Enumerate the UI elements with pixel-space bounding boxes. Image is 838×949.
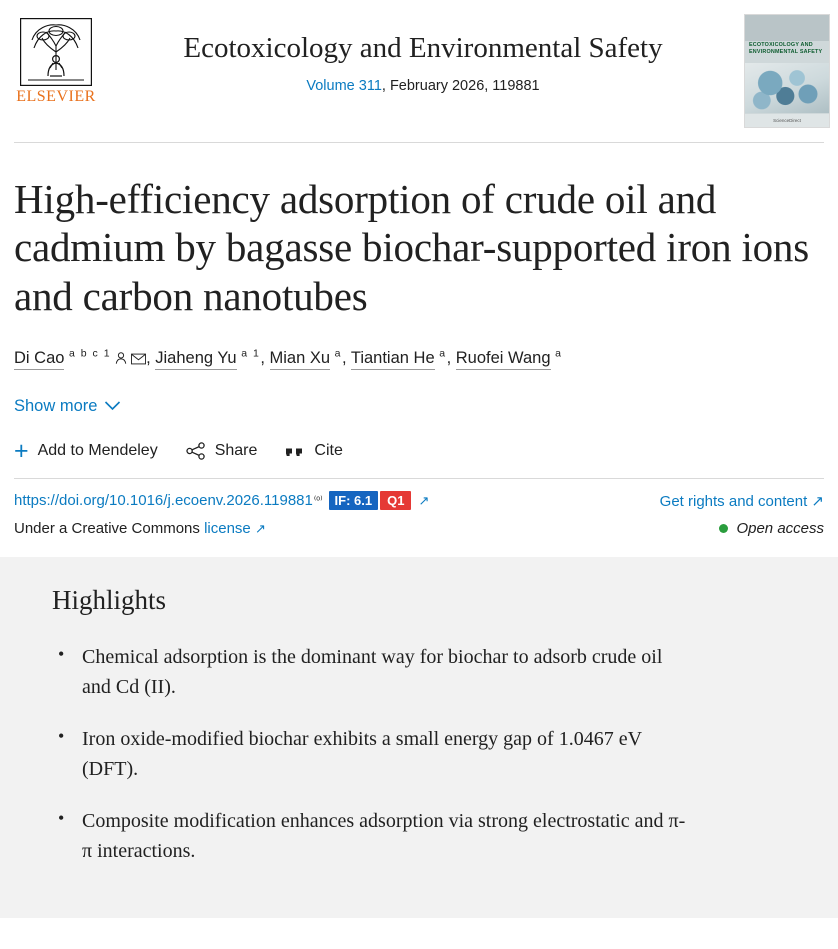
cover-title: ECOTOXICOLOGY AND ENVIRONMENTAL SAFETY (749, 42, 823, 55)
article-actions (14, 437, 824, 466)
open-access-badge (719, 520, 824, 537)
open-access-label: Open access (736, 520, 824, 538)
page-title: High-efficiency adsorption of crude oil and cadmium by bagasse biochar-supported iron ions and carbon nanotubes (14, 176, 809, 319)
cover-top-band (745, 15, 829, 41)
license-row (14, 520, 824, 537)
actions-divider (14, 478, 824, 479)
elsevier-wordmark: ELSEVIER (16, 88, 96, 105)
author-email-icon[interactable] (131, 344, 146, 377)
author-affiliation-marks[interactable]: a b c 1 (69, 347, 112, 360)
author-separator: , (446, 349, 452, 368)
journal-title-block (102, 14, 744, 94)
author-separator: , (260, 349, 265, 368)
elsevier-logo[interactable] (10, 14, 102, 106)
cover-artwork (745, 63, 829, 113)
license-text (14, 520, 266, 537)
quartile-badge: Q1 (380, 491, 411, 510)
doi-link[interactable]: https://doi.org/10.1016/j.ecoenv.2026.119881 (14, 492, 313, 510)
highlights-heading: Highlights (52, 585, 167, 616)
author-name[interactable]: Tiantian He (351, 349, 435, 370)
author-item[interactable] (155, 349, 260, 367)
doi-row (14, 491, 824, 510)
highlights-list (52, 642, 786, 866)
license-link[interactable]: license (204, 520, 251, 538)
article-header (0, 175, 838, 918)
author-name[interactable]: Ruofei Wang (456, 349, 551, 370)
show-more-authors-button[interactable] (14, 397, 121, 416)
cover-footer: ScienceDirect (745, 114, 829, 127)
impact-factor-badge: IF: 6.1 (329, 491, 379, 510)
author-affiliation-marks[interactable]: a (439, 347, 447, 360)
author-name[interactable]: Mian Xu (270, 349, 331, 370)
doi-left-group (14, 491, 429, 510)
author-affiliation-marks[interactable]: a (555, 347, 563, 360)
chevron-down-icon (104, 397, 121, 416)
journal-issue (102, 78, 744, 94)
license-prefix: Under a Creative Commons (14, 520, 205, 538)
share-label: Share (214, 442, 258, 460)
external-link-icon: ↗ (254, 521, 266, 537)
author-name[interactable]: Jiaheng Yu (155, 349, 236, 370)
author-item[interactable] (14, 349, 146, 367)
share-button[interactable] (186, 442, 258, 460)
list-item: • Composite modification enhances adsorption via strong electrostatic and π-π interactions. (52, 806, 692, 866)
get-rights-and-content-link[interactable] (660, 492, 824, 510)
list-item: • Iron oxide-modified biochar exhibits a small energy gap of 1.0467 eV (DFT). (52, 724, 692, 784)
author-profile-icon[interactable] (114, 344, 128, 377)
share-icon (186, 442, 206, 460)
issue-date: , February 2026, 119881 (381, 78, 540, 95)
add-to-mendeley-button[interactable] (14, 437, 158, 466)
author-separator: , (341, 349, 347, 368)
cite-button[interactable] (285, 442, 342, 460)
author-affiliation-marks[interactable]: a (334, 347, 342, 360)
cite-label: Cite (314, 442, 343, 460)
author-affiliation-marks[interactable]: a 1 (241, 347, 261, 360)
header-divider (14, 142, 824, 143)
author-list (14, 342, 824, 377)
journal-title: Ecotoxicology and Environmental Safety (183, 32, 663, 64)
author-item[interactable] (270, 349, 342, 367)
journal-header (0, 0, 838, 138)
author-item[interactable] (351, 349, 447, 367)
volume-link[interactable]: Volume 311 (306, 78, 382, 95)
elsevier-tree-icon (20, 18, 92, 86)
author-name[interactable]: Di Cao (14, 349, 64, 370)
list-item: • Chemical adsorption is the dominant way for biochar to adsorb crude oil and Cd (II). (52, 642, 692, 702)
external-link-icon[interactable]: ↗ (418, 492, 430, 508)
plus-icon: + (14, 437, 29, 466)
show-more-label: Show more (14, 397, 98, 416)
highlights-section (0, 557, 838, 918)
open-access-indicator-icon: ⁽ᵒ⁾ (313, 495, 323, 507)
external-link-icon: ↗ (811, 492, 824, 510)
get-rights-label: Get rights and content (659, 492, 808, 510)
quote-icon (285, 443, 305, 459)
author-separator: , (146, 349, 151, 368)
open-access-dot-icon (719, 524, 728, 533)
author-item[interactable] (456, 349, 563, 367)
add-to-mendeley-label: Add to Mendeley (37, 442, 158, 460)
journal-cover-thumbnail[interactable] (744, 14, 830, 128)
